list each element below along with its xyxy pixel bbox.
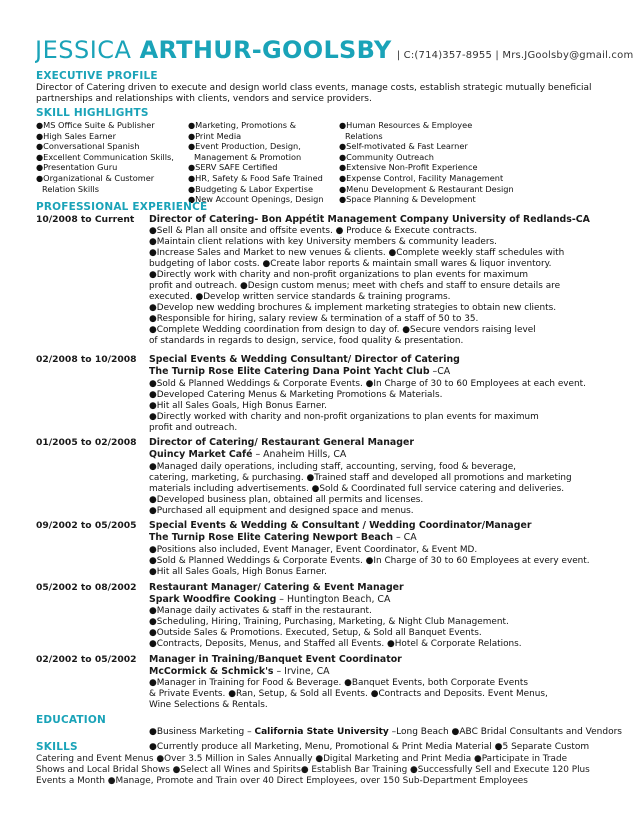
company-name: McCormick & Schmick's (149, 666, 274, 677)
job-bullets (149, 226, 629, 347)
company-name: The Turnip Rose Elite Catering Newport Beach (149, 532, 393, 543)
job-bullet: ●Developed business plan, obtained all permits and licenses. (149, 495, 424, 505)
job-company (149, 532, 417, 543)
job-bullet: ●Outside Sales & Promotions. Executed, Setup, & Sold all Banquet Events. (149, 628, 482, 638)
job-dates: 09/2002 to 05/2005 (36, 520, 137, 531)
skill-item: ●Marketing, Promotions & (188, 120, 297, 130)
job-title: Director of Catering/ Restaurant General Manager (149, 437, 414, 448)
company-location: – CA (393, 532, 417, 543)
job-bullet: ●Hit all Sales Goals, High Bonus Earner. (149, 401, 328, 411)
job-bullet: materials including advertisements. ●Sold & Coordinated full service catering and deliveries. (149, 484, 565, 494)
skill-column-2 (188, 120, 324, 205)
company-name: The Turnip Rose Elite Catering Dana Point Yacht Club (149, 366, 430, 377)
job-dates: 10/2008 to Current (36, 214, 135, 225)
job-bullet: ●Hit all Sales Goals, High Bonus Earner. (149, 567, 328, 577)
section-heading-education: EDUCATION (36, 714, 107, 726)
job-bullet: profit and outreach. (149, 423, 238, 433)
job-bullet: ●Managed daily operations, including staff, accounting, serving, food & beverage, (149, 462, 517, 472)
job-bullet: ●Complete Wedding coordination from design to day of. ●Secure vendors raising level (149, 325, 536, 335)
job-bullet: ●Scheduling, Hiring, Training, Purchasing, Marketing, & Night Club Management. (149, 617, 509, 627)
skill-item: ●Excellent Communication Skills, (36, 151, 174, 162)
job-bullet: ●Sell & Plan all onsite and offsite events. ● Produce & Execute contracts. (149, 226, 478, 236)
skills-first-line: ●Currently produce all Marketing, Menu, Promotional & Print Media Material ●5 Separate Custom (149, 742, 590, 752)
section-heading-skill-highlights: SKILL HIGHLIGHTS (36, 107, 149, 119)
job-title: Special Events & Wedding Consultant/ Director of Catering (149, 354, 460, 365)
skill-item: Management & Promotion (194, 151, 302, 162)
job-bullet: ●Responsible for hiring, salary review & termination of a staff of 50 to 35. (149, 314, 479, 324)
job-dates: 01/2005 to 02/2008 (36, 437, 137, 448)
section-heading-executive-profile: EXECUTIVE PROFILE (36, 70, 158, 82)
skill-item: ●Budgeting & Labor Expertise (188, 183, 314, 194)
profile-line: Director of Catering driven to execute and design world class events, manage costs, establish strategic mutually beneficial (36, 83, 592, 93)
job-title: Special Events & Wedding & Consultant / Wedding Coordinator/Manager (149, 520, 532, 531)
skill-column-3 (339, 120, 514, 205)
skills-line: Events a Month ●Manage, Promote and Train over 40 Direct Employees, over 150 Sub-Department Employees (36, 776, 528, 787)
job-bullet: ●Develop new wedding brochures & implement marketing strategies to obtain new clients. (149, 303, 557, 313)
skill-item: ●High Sales Earner (36, 130, 116, 141)
job-bullets (149, 545, 629, 578)
job-bullet: ●Manager in Training for Food & Beverage. ●Banquet Events, both Corporate Events (149, 678, 529, 688)
skills-paragraph (36, 754, 626, 788)
skills-line: Catering and Event Menus ●Over 3.5 Million in Sales Annually ●Digital Marketing and Print Media ●Participate in Trade (36, 754, 568, 764)
education-degree: ●Business Marketing – (149, 727, 255, 737)
job-company (149, 449, 346, 460)
skill-item: ●Conversational Spanish (36, 141, 140, 152)
job-bullet: ●Developed Catering Menus & Marketing Promotions & Materials. (149, 390, 443, 400)
company-name: Quincy Market Café (149, 449, 253, 460)
job-bullet: ●Contracts, Deposits, Menus, and Staffed all Events. ●Hotel & Corporate Relations. (149, 639, 522, 649)
job-bullets (149, 462, 629, 517)
job-dates: 02/2008 to 10/2008 (36, 354, 137, 365)
job-company (149, 366, 450, 377)
company-name: Spark Woodfire Cooking (149, 594, 277, 605)
skill-column-1 (36, 120, 174, 194)
job-bullet: ●Directly worked with charity and non-profit organizations to plan events for maximum (149, 412, 539, 422)
skill-item: ●SERV SAFE Certified (188, 162, 278, 173)
job-title: Director of Catering- Bon Appétit Management Company University of Redlands-CA (149, 214, 590, 225)
job-bullet: ●Sold & Planned Weddings & Corporate Events. ●In Charge of 30 to 60 Employees at every event. (149, 556, 590, 566)
skill-item: ●Self-motivated & Fast Learner (339, 141, 468, 152)
job-bullets (149, 678, 629, 711)
company-location: – Anaheim Hills, CA (252, 449, 347, 460)
section-heading-skills: SKILLS (36, 741, 78, 753)
job-bullet: ●Increase Sales and Market to new venues & clients. ●Complete weekly staff schedules with (149, 248, 565, 258)
job-bullet: ●Maintain client relations with key University members & community leaders. (149, 237, 497, 247)
skill-item: ●Presentation Guru (36, 162, 118, 173)
skill-item: ●Organizational & Customer (36, 172, 155, 183)
job-bullet: & Private Events. ●Ran, Setup, & Sold all Events. ●Contracts and Deposits. Event Menus, (149, 689, 548, 699)
job-bullet: ●Purchased all equipment and designed space and menus. (149, 506, 414, 516)
education-school: California State University (254, 727, 389, 737)
last-name: ARTHUR-GOOLSBY (139, 36, 392, 64)
job-dates: 02/2002 to 05/2002 (36, 654, 137, 665)
skill-item: ●Human Resources & Employee (339, 120, 473, 130)
job-bullet: ●Directly work with charity and non-profit organizations to plan events for maximum (149, 270, 529, 280)
education-line (149, 727, 622, 738)
job-bullet: of standards in regards to design, service, food quality & presentation. (149, 336, 464, 346)
job-dates: 05/2002 to 08/2002 (36, 582, 137, 593)
job-bullet: budgeting of labor costs. ●Create labor reports & maintain small wares & liquor inventory. (149, 259, 552, 269)
skill-item: ●New Account Openings, Design (188, 194, 324, 205)
skill-item: ●Menu Development & Restaurant Design (339, 183, 514, 194)
education-extra: –Long Beach ●ABC Bridal Consultants and Vendors (388, 727, 622, 737)
job-bullet: executed. ●Develop written service standards & training programs. (149, 292, 451, 302)
job-company (149, 666, 330, 677)
skills-line: Shows and Local Bridal Shows ●Select all Wines and Spirits● Establish Bar Training ●Successfully Sell and Execute 120 Plus (36, 765, 590, 776)
section-heading-professional-experience: PROFESSIONAL EXPERIENCE (36, 201, 208, 213)
company-location: – Huntington Beach, CA (276, 594, 391, 605)
job-bullet: ●Sold & Planned Weddings & Corporate Events. ●In Charge of 30 to 60 Employees at each event. (149, 379, 586, 389)
skill-item: ●Expense Control, Facility Management (339, 172, 504, 183)
skill-item: ●Event Production, Design, (188, 141, 301, 152)
profile-line: partnerships and relationships with clients, vendors and service providers. (36, 94, 372, 104)
job-company (149, 594, 390, 605)
job-bullet: ●Manage daily activates & staff in the restaurant. (149, 606, 372, 616)
resume-header (35, 36, 635, 70)
skill-item: Relation Skills (42, 183, 99, 194)
skill-item: ●Community Outreach (339, 151, 434, 162)
job-bullet: ●Positions also included, Event Manager, Event Coordinator, & Event MD. (149, 545, 478, 555)
skill-item: ●Extensive Non-Profit Experience (339, 162, 478, 173)
job-title: Restaurant Manager/ Catering & Event Manager (149, 582, 404, 593)
skill-item: ●MS Office Suite & Publisher (36, 120, 155, 130)
job-bullet: catering, marketing, & purchasing. ●Trained staff and developed all promotions and marketing (149, 473, 572, 483)
job-bullets (149, 379, 629, 434)
skill-item: ●Space Planning & Development (339, 194, 476, 205)
first-name: JESSICA (35, 36, 140, 64)
skill-item: ●HR, Safety & Food Safe Trained (188, 172, 323, 183)
job-bullets (149, 606, 629, 650)
company-location: –CA (429, 366, 451, 377)
skill-item: Relations (345, 130, 383, 141)
job-bullet: profit and outreach. ●Design custom menus; meet with chefs and staff to ensure details are (149, 281, 561, 291)
company-location: – Irvine, CA (273, 666, 330, 677)
job-bullet: Wine Selections & Rentals. (149, 700, 268, 710)
contact-info: | C:(714)357-8955 | Mrs.JGoolsby@gmail.com (396, 50, 634, 61)
job-title: Manager in Training/Banquet Event Coordinator (149, 654, 402, 665)
skill-item: ●Print Media (188, 130, 242, 141)
